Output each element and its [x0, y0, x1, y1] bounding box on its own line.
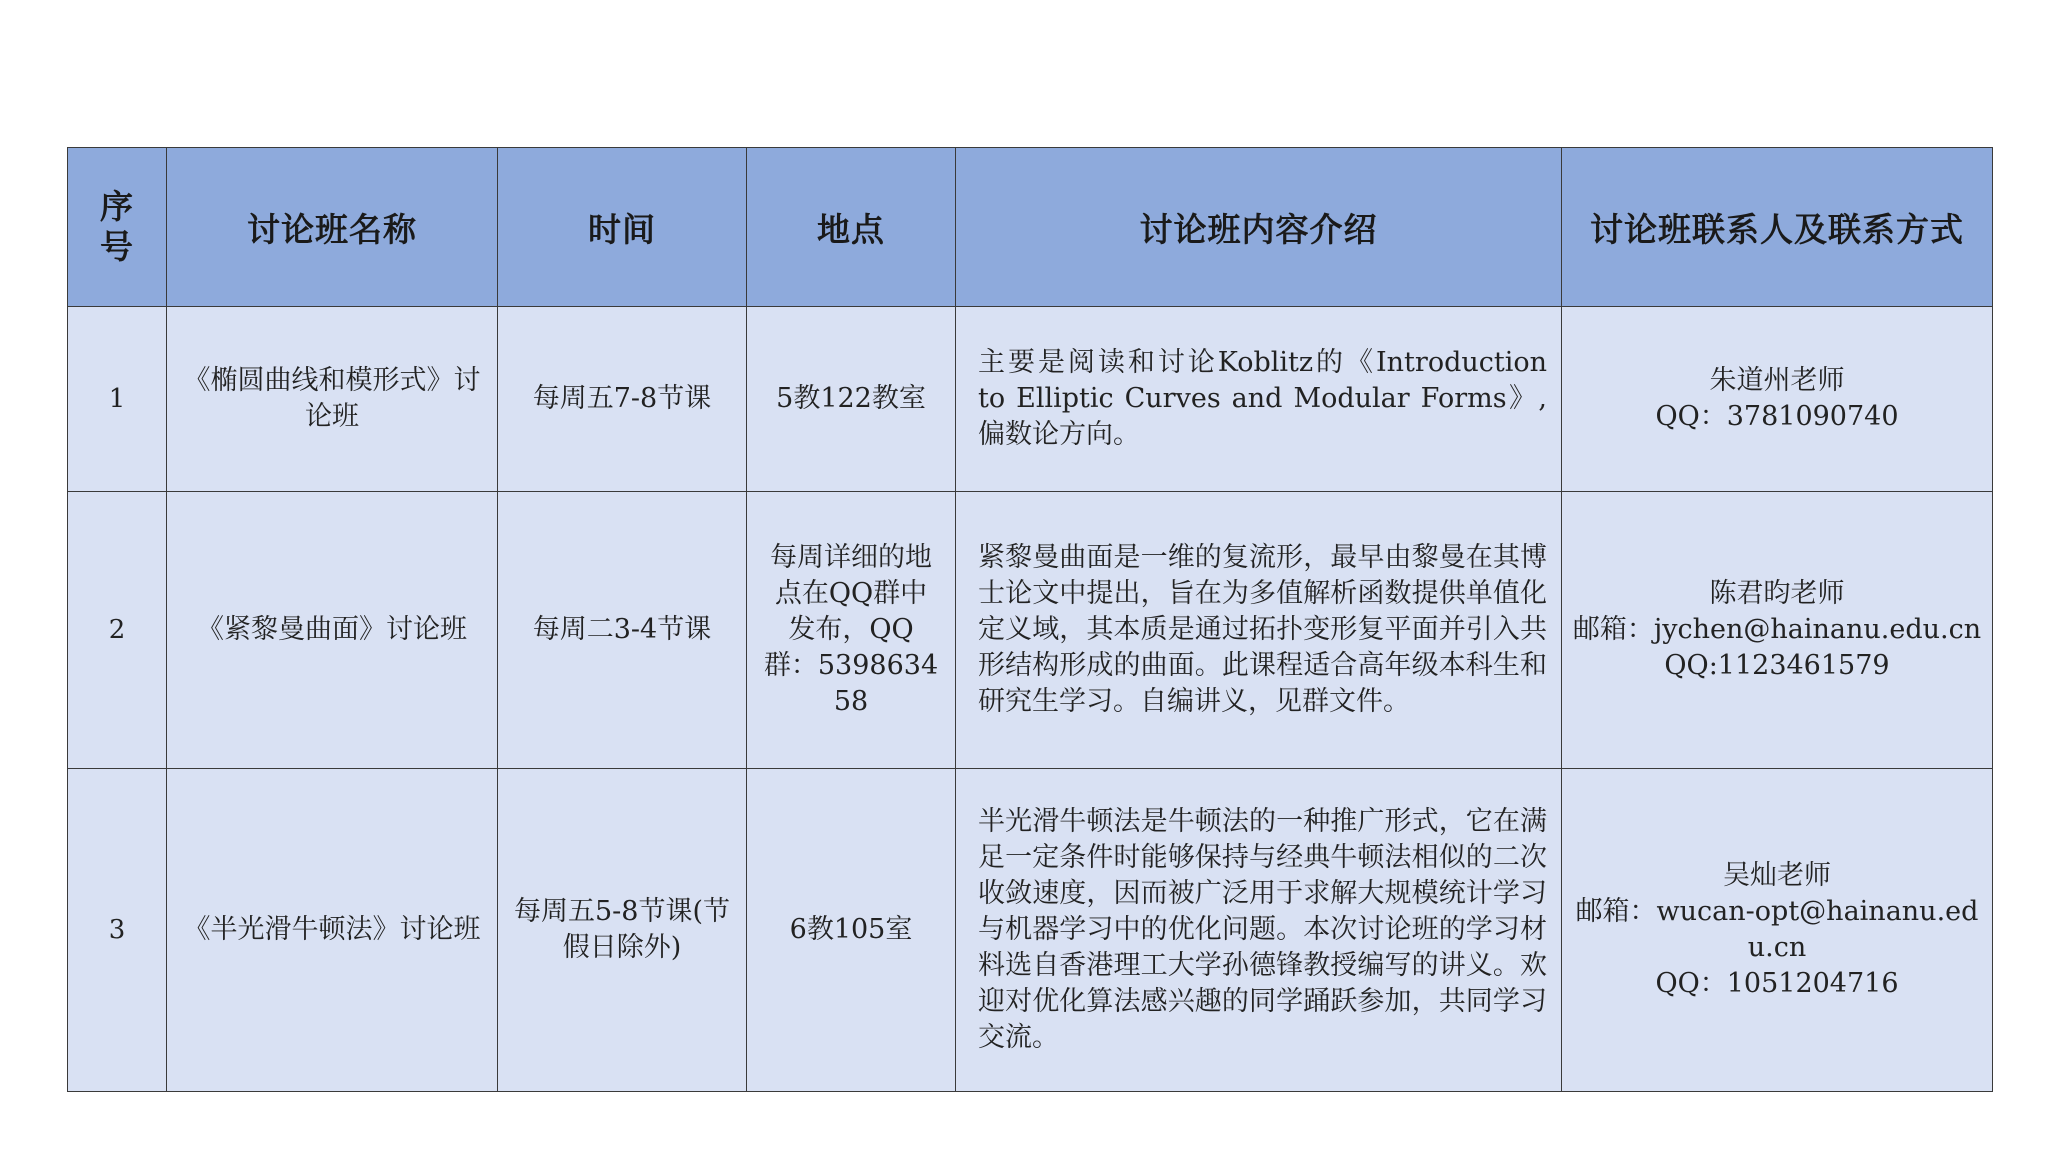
seminar-place: 5教122教室 — [747, 307, 956, 492]
seminar-name: 《椭圆曲线和模形式》讨论班 — [167, 307, 498, 492]
seminar-contact — [1562, 492, 1993, 769]
row-index: 1 — [68, 307, 167, 492]
seminar-time: 每周五7-8节课 — [498, 307, 747, 492]
header-name: 讨论班名称 — [167, 148, 498, 307]
seminar-contact — [1562, 769, 1993, 1092]
table-body — [68, 307, 1993, 1092]
seminar-table — [67, 147, 1993, 1092]
header-time: 时间 — [498, 148, 747, 307]
contact-name: 朱道州老师 — [1709, 365, 1845, 396]
table-row — [68, 307, 1993, 492]
contact-name: 吴灿老师 — [1723, 860, 1831, 891]
contact-email: 邮箱：wucan-opt@hainanu.edu.cn — [1575, 896, 1979, 963]
table-header — [68, 148, 1993, 307]
header-place: 地点 — [747, 148, 956, 307]
table-row — [68, 492, 1993, 769]
contact-email: 邮箱：jychen@hainanu.edu.cn — [1572, 614, 1982, 645]
seminar-time: 每周五5-8节课(节假日除外) — [498, 769, 747, 1092]
seminar-place: 每周详细的地点在QQ群中发布，QQ群：539863458 — [747, 492, 956, 769]
seminar-contact — [1562, 307, 1993, 492]
seminar-place: 6教105室 — [747, 769, 956, 1092]
contact-qq: QQ：3781090740 — [1655, 401, 1899, 432]
header-index: 序号 — [68, 148, 167, 307]
seminar-name: 《紧黎曼曲面》讨论班 — [167, 492, 498, 769]
row-index: 3 — [68, 769, 167, 1092]
seminar-intro: 紧黎曼曲面是一维的复流形，最早由黎曼在其博士论文中提出，旨在为多值解析函数提供单值化定义域，其本质是通过拓扑变形复平面并引入共形结构形成的曲面。此课程适合高年级本科生和研究生学习。自编讲义，见群文件。 — [956, 492, 1562, 769]
contact-name: 陈君昀老师 — [1709, 578, 1845, 609]
contact-qq: QQ：1051204716 — [1655, 968, 1899, 999]
contact-qq: QQ:1123461579 — [1664, 650, 1890, 681]
header-row — [68, 148, 1993, 307]
seminar-intro: 半光滑牛顿法是牛顿法的一种推广形式，它在满足一定条件时能够保持与经典牛顿法相似的二次收敛速度，因而被广泛用于求解大规模统计学习与机器学习中的优化问题。本次讨论班的学习材料选自香港理工大学孙德锋教授编写的讲义。欢迎对优化算法感兴趣的同学踊跃参加，共同学习交流。 — [956, 769, 1562, 1092]
seminar-time: 每周二3-4节课 — [498, 492, 747, 769]
header-contact: 讨论班联系人及联系方式 — [1562, 148, 1993, 307]
header-intro: 讨论班内容介绍 — [956, 148, 1562, 307]
seminar-intro: 主要是阅读和讨论Koblitz的《Introduction to Elliptic Curves and Modular Forms》,偏数论方向。 — [956, 307, 1562, 492]
table-row — [68, 769, 1993, 1092]
seminar-name: 《半光滑牛顿法》讨论班 — [167, 769, 498, 1092]
row-index: 2 — [68, 492, 167, 769]
